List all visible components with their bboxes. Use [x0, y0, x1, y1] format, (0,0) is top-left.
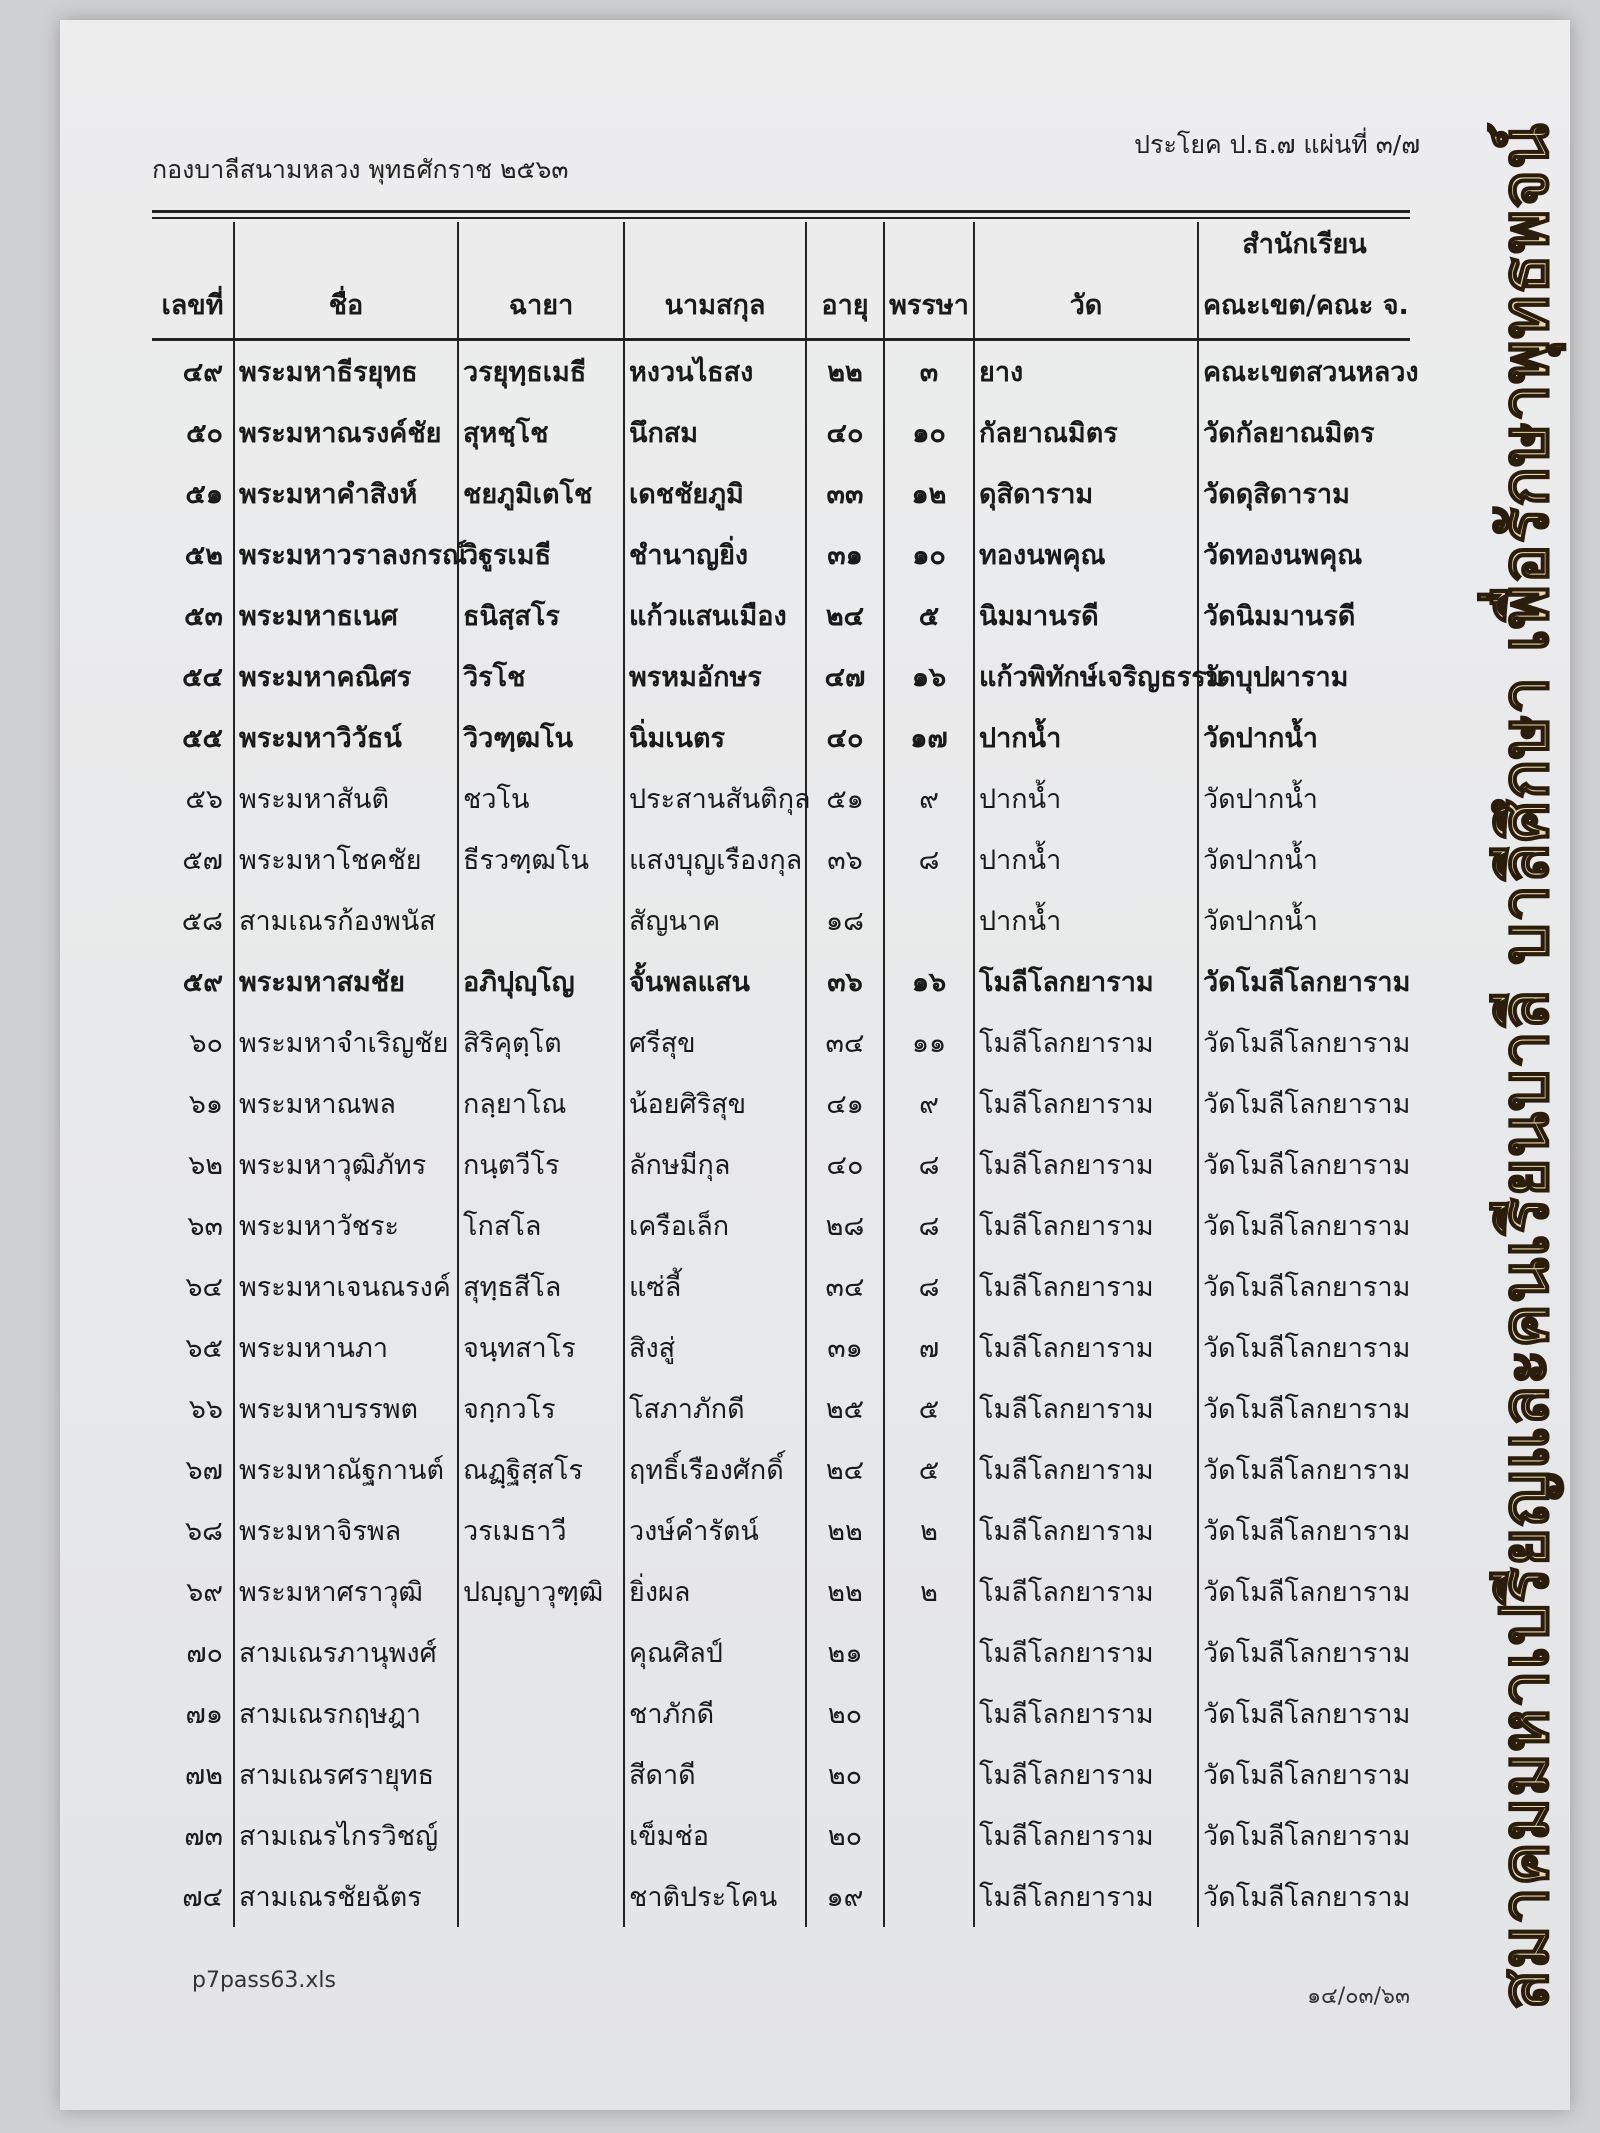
cell-name: พระมหาสันติ [234, 768, 458, 829]
cell-phansa: ๓ [884, 340, 974, 403]
cell-name: พระมหาคำสิงห์ [234, 463, 458, 524]
cell-school: วัดโมลีโลกยาราม [1198, 1439, 1410, 1500]
cell-no: ๕๘ [181, 906, 223, 937]
cell-chaya: อภิปุญฺโญ [458, 951, 624, 1012]
cell-school: วัดโมลีโลกยาราม [1198, 1561, 1410, 1622]
cell-school: วัดปากน้ำ [1198, 890, 1410, 951]
table-row [152, 707, 1410, 768]
cell-no: ๗๒ [184, 1760, 223, 1791]
cell-name: สามเณรกฤษฎา [234, 1683, 458, 1744]
cell-chaya [458, 1744, 624, 1805]
cell-name: พระมหาบรรพต [234, 1378, 458, 1439]
cell-phansa: ๘ [884, 829, 974, 890]
header-right: ประโยค ป.ธ.๗ แผ่นที่ ๓/๗ [1134, 130, 1420, 159]
cell-surname: พรหมอักษร [624, 646, 806, 707]
cell-name: พระมหาวราลงกรณ์ [234, 524, 458, 585]
header-rule-2 [152, 217, 1410, 219]
cell-no: ๖๓ [187, 1211, 223, 1242]
cell-surname: เดชชัยภูมิ [624, 463, 806, 524]
cell-phansa: ๘ [884, 1134, 974, 1195]
watermark: สมาคมมหาเปรียญและคนเรียนบาลี บาลีศึกษา เพื่อรักษาพุทธพจน์ [1486, 122, 1563, 2010]
cell-chaya: สิริคุตฺโต [458, 1012, 624, 1073]
cell-age: ๒๒ [806, 340, 884, 403]
cell-age: ๓๔ [806, 1012, 884, 1073]
cell-no: ๗๐ [186, 1638, 223, 1669]
cell-school: วัดโมลีโลกยาราม [1198, 1805, 1410, 1866]
cell-chaya: วิรโช [458, 646, 624, 707]
cell-chaya: จนฺทสาโร [458, 1317, 624, 1378]
cell-no: ๔๙ [182, 357, 223, 388]
cell-phansa [884, 1866, 974, 1927]
cell-wat: โมลีโลกยาราม [974, 1805, 1198, 1866]
cell-wat: โมลีโลกยาราม [974, 1012, 1198, 1073]
cell-school: วัดโมลีโลกยาราม [1198, 1134, 1410, 1195]
cell-no: ๕๐ [186, 418, 223, 449]
cell-surname: จั้นพลแสน [624, 951, 806, 1012]
cell-chaya: ธีรวฑฺฒโน [458, 829, 624, 890]
cell-phansa: ๘ [884, 1195, 974, 1256]
cell-name: สามเณรไกรวิชญ์ [234, 1805, 458, 1866]
table-row [152, 1500, 1410, 1561]
cell-wat: ยาง [974, 340, 1198, 403]
col-header-school [1198, 222, 1410, 340]
cell-surname: นิ่มเนตร [624, 707, 806, 768]
cell-age: ๒๐ [806, 1683, 884, 1744]
cell-chaya: วิวฑฺฒโน [458, 707, 624, 768]
cell-no: ๗๓ [184, 1821, 223, 1852]
cell-chaya: กลฺยาโณ [458, 1073, 624, 1134]
cell-name: พระมหาณรงค์ชัย [234, 402, 458, 463]
cell-age: ๒๒ [806, 1561, 884, 1622]
cell-name: พระมหาจำเริญชัย [234, 1012, 458, 1073]
cell-age: ๒๔ [806, 1439, 884, 1500]
cell-phansa: ๕ [884, 1439, 974, 1500]
cell-chaya: กนฺตวีโร [458, 1134, 624, 1195]
cell-phansa: ๕ [884, 1378, 974, 1439]
cell-surname: แซ่ลี้ [624, 1256, 806, 1317]
cell-phansa: ๗ [884, 1317, 974, 1378]
cell-phansa [884, 1744, 974, 1805]
cell-surname: หงวนไธสง [624, 340, 806, 403]
col-header-surname: นามสกุล [624, 222, 806, 340]
table-row [152, 1805, 1410, 1866]
cell-school: วัดนิมมานรดี [1198, 585, 1410, 646]
cell-phansa [884, 1805, 974, 1866]
table-row [152, 1622, 1410, 1683]
cell-surname: นึกสม [624, 402, 806, 463]
header-rule [152, 210, 1410, 213]
cell-surname: น้อยศิริสุข [624, 1073, 806, 1134]
cell-no: ๖๒ [188, 1150, 223, 1181]
cell-surname: โสภาภักดี [624, 1378, 806, 1439]
cell-name: พระมหาณัฐกานต์ [234, 1439, 458, 1500]
cell-school: วัดดุสิดาราม [1198, 463, 1410, 524]
cell-age: ๓๖ [806, 951, 884, 1012]
col-header-no: เลขที่ [152, 222, 234, 340]
cell-chaya: วรเมธาวี [458, 1500, 624, 1561]
table-row [152, 829, 1410, 890]
cell-age: ๔๐ [806, 402, 884, 463]
table-row [152, 402, 1410, 463]
cell-surname: เข็มช่อ [624, 1805, 806, 1866]
col-header-school-top: สำนักเรียน [1242, 229, 1367, 260]
cell-no: ๖๗ [185, 1455, 223, 1486]
cell-age: ๒๒ [806, 1500, 884, 1561]
cell-no: ๖๑ [188, 1089, 223, 1120]
table-row [152, 1561, 1410, 1622]
col-header-name: ชื่อ [234, 222, 458, 340]
table-row [152, 463, 1410, 524]
cell-no: ๕๔ [182, 662, 223, 693]
footer-filename: p7pass63.xls [192, 1968, 336, 1993]
cell-name: พระมหาโชคชัย [234, 829, 458, 890]
cell-school: วัดโมลีโลกยาราม [1198, 1195, 1410, 1256]
table-row [152, 1012, 1410, 1073]
cell-age: ๒๕ [806, 1378, 884, 1439]
cell-age: ๔๑ [806, 1073, 884, 1134]
cell-school: วัดโมลีโลกยาราม [1198, 1317, 1410, 1378]
cell-school: คณะเขตสวนหลวง [1198, 340, 1410, 403]
cell-school: วัดปากน้ำ [1198, 707, 1410, 768]
cell-name: พระมหาณพล [234, 1073, 458, 1134]
cell-surname: ชำนาญยิ่ง [624, 524, 806, 585]
col-header-chaya: ฉายา [458, 222, 624, 340]
cell-no: ๕๗ [182, 845, 223, 876]
cell-surname: สีดาดี [624, 1744, 806, 1805]
cell-no: ๕๖ [185, 784, 223, 815]
cell-age: ๒๑ [806, 1622, 884, 1683]
cell-no: ๖๕ [185, 1333, 223, 1364]
cell-name: สามเณรภานุพงศ์ [234, 1622, 458, 1683]
cell-wat: แก้วพิทักษ์เจริญธรรม [974, 646, 1198, 707]
cell-surname: คุณศิลป์ [624, 1622, 806, 1683]
cell-name: สามเณรก้องพนัส [234, 890, 458, 951]
cell-name: พระมหาวิวัธน์ [234, 707, 458, 768]
cell-chaya: จกฺกวโร [458, 1378, 624, 1439]
cell-wat: โมลีโลกยาราม [974, 1500, 1198, 1561]
cell-age: ๔๗ [806, 646, 884, 707]
cell-no: ๖๘ [185, 1516, 223, 1547]
cell-wat: โมลีโลกยาราม [974, 951, 1198, 1012]
cell-no: ๖๔ [185, 1272, 223, 1303]
cell-school: วัดกัลยาณมิตร [1198, 402, 1410, 463]
cell-chaya: วิฐูรเมธี [458, 524, 624, 585]
cell-chaya: ชวโน [458, 768, 624, 829]
cell-phansa: ๑๖ [884, 951, 974, 1012]
cell-name: พระมหาจิรพล [234, 1500, 458, 1561]
cell-chaya: สุทฺธสีโล [458, 1256, 624, 1317]
cell-age: ๓๓ [806, 463, 884, 524]
cell-phansa: ๑๖ [884, 646, 974, 707]
cell-no: ๗๔ [182, 1882, 223, 1913]
cell-school: วัดโมลีโลกยาราม [1198, 1256, 1410, 1317]
cell-wat: โมลีโลกยาราม [974, 1561, 1198, 1622]
table-row [152, 890, 1410, 951]
cell-surname: ฤทธิ์เรืองศักดิ์ [624, 1439, 806, 1500]
cell-wat: โมลีโลกยาราม [974, 1073, 1198, 1134]
cell-age: ๒๔ [806, 585, 884, 646]
cell-phansa [884, 890, 974, 951]
table-row [152, 646, 1410, 707]
cell-phansa: ๑๐ [884, 524, 974, 585]
cell-chaya: ณฏฺฐิสฺสโร [458, 1439, 624, 1500]
cell-school: วัดบุปผาราม [1198, 646, 1410, 707]
cell-wat: โมลีโลกยาราม [974, 1683, 1198, 1744]
col-header-age: อายุ [806, 222, 884, 340]
cell-phansa [884, 1683, 974, 1744]
cell-age: ๓๔ [806, 1256, 884, 1317]
cell-school: วัดโมลีโลกยาราม [1198, 1683, 1410, 1744]
cell-no: ๕๓ [184, 601, 223, 632]
cell-age: ๒๐ [806, 1805, 884, 1866]
cell-wat: ปากน้ำ [974, 890, 1198, 951]
cell-surname: แก้วแสนเมือง [624, 585, 806, 646]
cell-school: วัดโมลีโลกยาราม [1198, 951, 1410, 1012]
cell-wat: โมลีโลกยาราม [974, 1378, 1198, 1439]
table-row [152, 1866, 1410, 1927]
table-row [152, 1256, 1410, 1317]
table-row [152, 1134, 1410, 1195]
table-row [152, 340, 1410, 403]
table-row [152, 1439, 1410, 1500]
cell-no: ๖๙ [186, 1577, 223, 1608]
table-row [152, 1378, 1410, 1439]
results-table [152, 222, 1419, 1927]
cell-no: ๕๒ [184, 540, 223, 571]
cell-phansa: ๑๐ [884, 402, 974, 463]
table-header-row [152, 222, 1410, 340]
cell-school: วัดโมลีโลกยาราม [1198, 1500, 1410, 1561]
cell-chaya: โกสโล [458, 1195, 624, 1256]
cell-chaya: วรยุทฺธเมธี [458, 340, 624, 403]
cell-name: สามเณรศรายุทธ [234, 1744, 458, 1805]
cell-wat: ปากน้ำ [974, 707, 1198, 768]
cell-phansa: ๕ [884, 585, 974, 646]
cell-name: พระมหาศราวุฒิ [234, 1561, 458, 1622]
cell-name: สามเณรชัยฉัตร [234, 1866, 458, 1927]
col-header-school-bottom: คณะเขต/คณะ จ. [1203, 290, 1409, 321]
cell-age: ๔๐ [806, 707, 884, 768]
cell-age: ๒๘ [806, 1195, 884, 1256]
cell-wat: โมลีโลกยาราม [974, 1195, 1198, 1256]
cell-surname: ประสานสันติกุล [624, 768, 806, 829]
cell-surname: สัญนาค [624, 890, 806, 951]
cell-no: ๗๑ [185, 1699, 223, 1730]
cell-phansa: ๑๒ [884, 463, 974, 524]
cell-wat: โมลีโลกยาราม [974, 1317, 1198, 1378]
cell-name: พระมหาธเนศ [234, 585, 458, 646]
cell-chaya: ชยภูมิเตโช [458, 463, 624, 524]
cell-surname: ชาติประโคน [624, 1866, 806, 1927]
cell-surname: วงษ์คำรัตน์ [624, 1500, 806, 1561]
table-body [152, 340, 1419, 1928]
cell-chaya [458, 1622, 624, 1683]
col-header-wat: วัด [974, 222, 1198, 340]
cell-wat: ปากน้ำ [974, 768, 1198, 829]
table-row [152, 768, 1410, 829]
cell-chaya [458, 1866, 624, 1927]
table-row [152, 1195, 1410, 1256]
cell-surname: สิงสู่ [624, 1317, 806, 1378]
cell-wat: โมลีโลกยาราม [974, 1439, 1198, 1500]
header-left: กองบาลีสนามหลวง พุทธศักราช ๒๕๖๓ [152, 155, 569, 184]
cell-surname: เครือเล็ก [624, 1195, 806, 1256]
cell-phansa: ๙ [884, 1073, 974, 1134]
table-row [152, 585, 1410, 646]
cell-age: ๔๐ [806, 1134, 884, 1195]
cell-chaya: สุหชฺโช [458, 402, 624, 463]
footer-date: ๑๔/๐๓/๖๓ [1307, 1984, 1410, 2009]
table-row [152, 1073, 1410, 1134]
cell-name: พระมหาคณิศร [234, 646, 458, 707]
table-row [152, 1744, 1410, 1805]
cell-wat: โมลีโลกยาราม [974, 1866, 1198, 1927]
cell-age: ๒๐ [806, 1744, 884, 1805]
cell-phansa: ๒ [884, 1500, 974, 1561]
cell-chaya [458, 1683, 624, 1744]
cell-age: ๓๑ [806, 1317, 884, 1378]
cell-wat: ดุสิดาราม [974, 463, 1198, 524]
cell-wat: โมลีโลกยาราม [974, 1134, 1198, 1195]
col-header-phansa: พรรษา [884, 222, 974, 340]
cell-chaya [458, 890, 624, 951]
cell-surname: แสงบุญเรืองกุล [624, 829, 806, 890]
cell-age: ๑๘ [806, 890, 884, 951]
cell-school: วัดปากน้ำ [1198, 829, 1410, 890]
cell-name: พระมหาสมชัย [234, 951, 458, 1012]
cell-school: วัดโมลีโลกยาราม [1198, 1378, 1410, 1439]
cell-school: วัดโมลีโลกยาราม [1198, 1866, 1410, 1927]
cell-school: วัดทองนพคุณ [1198, 524, 1410, 585]
cell-wat: ทองนพคุณ [974, 524, 1198, 585]
cell-name: พระมหานภา [234, 1317, 458, 1378]
cell-surname: ชาภักดี [624, 1683, 806, 1744]
cell-wat: โมลีโลกยาราม [974, 1744, 1198, 1805]
cell-wat: โมลีโลกยาราม [974, 1256, 1198, 1317]
cell-school: วัดโมลีโลกยาราม [1198, 1012, 1410, 1073]
cell-surname: ลักษมีกุล [624, 1134, 806, 1195]
cell-chaya: ปญฺญาวุฑฺฒิ [458, 1561, 624, 1622]
table-row [152, 1317, 1410, 1378]
cell-no: ๕๕ [182, 723, 223, 754]
cell-name: พระมหาวุฒิภัทร [234, 1134, 458, 1195]
cell-no: ๖๖ [188, 1394, 223, 1425]
table-row [152, 1683, 1410, 1744]
cell-chaya [458, 1805, 624, 1866]
cell-school: วัดโมลีโลกยาราม [1198, 1744, 1410, 1805]
cell-name: พระมหาธีรยุทธ [234, 340, 458, 403]
cell-no: ๕๑ [185, 479, 223, 510]
cell-surname: ยิ่งผล [624, 1561, 806, 1622]
cell-chaya: ธนิสฺสโร [458, 585, 624, 646]
cell-phansa: ๒ [884, 1561, 974, 1622]
table-row [152, 524, 1410, 585]
cell-school: วัดโมลีโลกยาราม [1198, 1622, 1410, 1683]
cell-wat: นิมมานรดี [974, 585, 1198, 646]
cell-wat: โมลีโลกยาราม [974, 1622, 1198, 1683]
cell-age: ๕๑ [806, 768, 884, 829]
cell-no: ๕๙ [182, 967, 223, 998]
cell-surname: ศรีสุข [624, 1012, 806, 1073]
table-row [152, 951, 1410, 1012]
cell-wat: ปากน้ำ [974, 829, 1198, 890]
cell-phansa: ๙ [884, 768, 974, 829]
cell-wat: กัลยาณมิตร [974, 402, 1198, 463]
cell-age: ๓๖ [806, 829, 884, 890]
cell-name: พระมหาวัชระ [234, 1195, 458, 1256]
cell-phansa: ๘ [884, 1256, 974, 1317]
cell-school: วัดโมลีโลกยาราม [1198, 1073, 1410, 1134]
cell-school: วัดปากน้ำ [1198, 768, 1410, 829]
cell-phansa: ๑๗ [884, 707, 974, 768]
cell-phansa: ๑๑ [884, 1012, 974, 1073]
cell-age: ๑๙ [806, 1866, 884, 1927]
cell-no: ๖๐ [189, 1028, 223, 1059]
cell-name: พระมหาเจนณรงค์ [234, 1256, 458, 1317]
cell-age: ๓๑ [806, 524, 884, 585]
cell-phansa [884, 1622, 974, 1683]
